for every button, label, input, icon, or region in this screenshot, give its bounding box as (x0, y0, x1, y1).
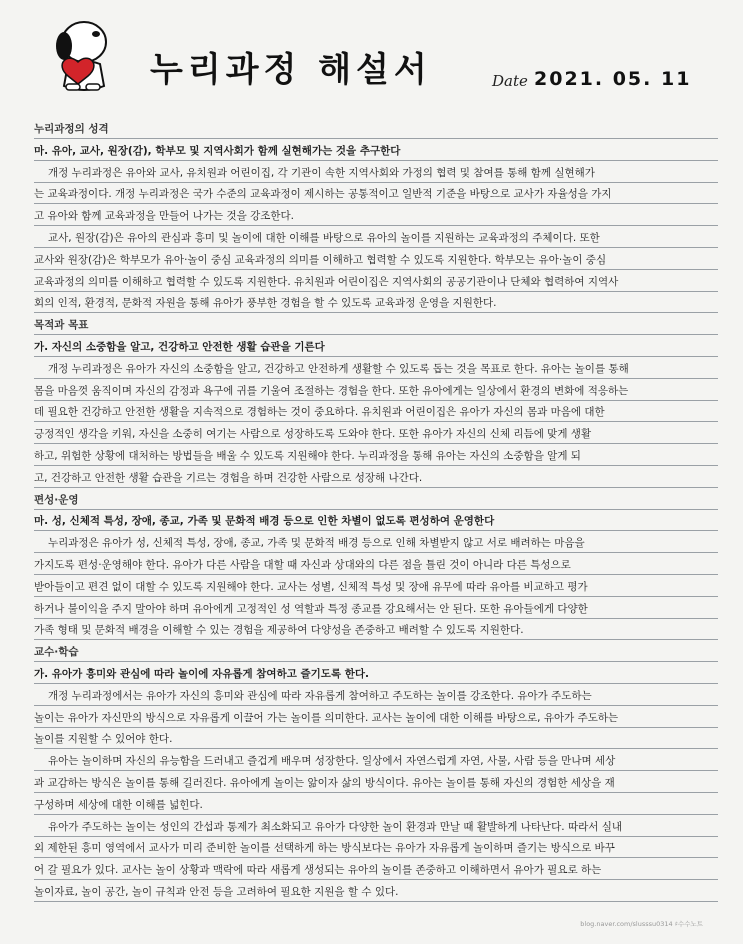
snoopy-heart-icon (48, 12, 120, 94)
note-line (34, 857, 718, 880)
section-heading (34, 312, 718, 335)
note-line-text: 목적과 목표 (34, 319, 89, 332)
note-line (34, 705, 718, 728)
note-line (34, 203, 718, 226)
note-line-text: 받아들이고 편견 없이 대할 수 있도록 지원해야 한다. 교사는 성별, 신체적 특성 및 장애 유무에 따라 유아를 비교하고 평가 (34, 580, 588, 593)
note-line-text: 가족 형태 및 문화적 배경을 이해할 수 있는 경험을 제공하여 다양성을 존중하고 배려할 수 있도록 지원한다. (34, 624, 524, 637)
ruled-lines (34, 116, 718, 922)
note-line-text: 교사와 원장(감)은 학부모가 유아·놀이 중심 교육과정의 의미를 이해하고 협력할 수 있도록 지원한다. 학부모는 유아·놀이 중심 (34, 253, 607, 266)
section-heading (34, 639, 718, 662)
note-line (34, 596, 718, 619)
note-line (34, 225, 718, 248)
note-line-text: 누리과정의 성격 (34, 123, 109, 135)
note-line-text: 누리과정은 유아가 성, 신체적 특성, 장애, 종교, 가족 및 문화적 배경 등으로 인해 차별받지 않고 서로 배려하는 마음을 (48, 537, 585, 550)
note-line-text: 긍정적인 생각을 키워, 자신을 소중히 여기는 사람으로 성장하도록 도와야 한다. 또한 유아가 자신의 신체 리듬에 맞게 생활 (34, 428, 592, 441)
note-line-text: 놀이를 지원할 수 있어야 한다. (34, 733, 173, 746)
subsection-heading (34, 508, 718, 531)
note-line (34, 378, 718, 401)
note-line-text: 유아는 놀이하며 자신의 유능함을 드러내고 즐겁게 배우며 성장한다. 일상에서 자연스럽게 자연, 사물, 사람 등을 만나며 세상 (48, 755, 616, 768)
note-line-text: 구성하며 세상에 대한 이해를 넓힌다. (34, 798, 203, 811)
note-line (34, 879, 718, 902)
page-title: 누리과정 해설서 (150, 50, 432, 90)
note-line-text: 교수·학습 (34, 646, 79, 659)
note-line-text: 놀이는 유아가 자신만의 방식으로 자유롭게 이끌어 가는 놀이를 의미한다. 교사는 놀이에 대한 이해를 바탕으로, 유아가 주도하는 (34, 711, 619, 724)
note-line-text: 유아가 주도하는 놀이는 성인의 간섭과 통제가 최소화되고 유아가 다양한 놀이 환경과 만날 때 활발하게 나타난다. 따라서 실내 (48, 820, 623, 833)
note-line-text: 고, 건강하고 안전한 생활 습관을 기르는 경험을 하며 건강한 사람으로 성장해 나간다. (34, 471, 423, 484)
note-line (34, 530, 718, 553)
note-line-text: 개정 누리과정은 유아가 자신의 소중함을 알고, 건강하고 안전하게 생활할 수 있도록 돕는 것을 목표로 한다. 유아는 놀이를 통해 (48, 362, 629, 375)
subsection-heading (34, 138, 718, 161)
note-line-text: 마. 성, 신체적 특성, 장애, 종교, 가족 및 문화적 배경 등으로 인한 차별이 없도록 편성하여 운영한다 (34, 515, 495, 528)
section-heading (34, 487, 718, 510)
note-line (34, 574, 718, 597)
note-line-text: 하거나 불이익을 주지 말아야 하며 유아에게 고정적인 성 역할과 특정 종교를 강요해서는 안 된다. 또한 유아들에게 다양한 (34, 602, 588, 615)
note-line (34, 552, 718, 575)
note-line-text: 가지도록 편성·운영해야 한다. 유아가 다른 사람을 대할 때 자신과 상대와의 다른 점을 틀린 것이 아니라 다른 특성으로 (34, 559, 571, 571)
note-line (34, 726, 718, 749)
note-line (34, 792, 718, 815)
subsection-heading (34, 661, 718, 684)
note-line (34, 465, 718, 488)
note-line (34, 683, 718, 706)
note-line-text: 과 교감하는 방식은 놀이를 통해 길러진다. 유아에게 놀이는 앎이자 삶의 방식이다. 유아는 놀이를 통해 자신의 경험한 세상을 재 (34, 777, 615, 789)
note-line (34, 399, 718, 422)
date-value: 2021. 05. 11 (534, 68, 692, 90)
watermark: blog.naver.com/slusssu0314 ♯수수노트 (580, 920, 703, 928)
note-line (34, 290, 718, 313)
note-line (34, 269, 718, 292)
note-line (34, 443, 718, 466)
note-line (34, 356, 718, 379)
note-line-text: 놀이자료, 놀이 공간, 놀이 규칙과 안전 등을 고려하여 필요한 지원을 할 수 있다. (34, 886, 399, 898)
note-line-text: 는 교육과정이다. 개정 누리과정은 국가 수준의 교육과정이 제시하는 공통적이고 일반적 기준을 바탕으로 교사가 자율성을 가지 (34, 188, 612, 201)
note-line (34, 421, 718, 444)
note-line (34, 181, 718, 204)
note-line-text: 교사, 원장(감)은 유아의 관심과 흥미 및 놀이에 대한 이해를 바탕으로 유아의 놀이를 지원하는 교육과정의 주체이다. 또한 (48, 232, 600, 244)
section-heading (34, 116, 718, 139)
note-line (34, 770, 718, 793)
note-line-text: 고 유아와 함께 교육과정을 만들어 나가는 것을 강조한다. (34, 210, 294, 223)
page-header (0, 0, 743, 112)
note-line-text: 몸을 마음껏 움직이며 자신의 감정과 욕구에 귀를 기울여 조절하는 경험을 한다. 또한 유아에게는 일상에서 환경의 변화에 적응하는 (34, 384, 629, 397)
note-line-text: 마. 유아, 교사, 원장(감), 학부모 및 지역사회가 함께 실현해가는 것을 추구한다 (34, 144, 401, 157)
note-line-text: 개정 누리과정에서는 유아가 자신의 흥미와 관심에 따라 자유롭게 참여하고 주도하는 놀이를 강조한다. 유아가 주도하는 (48, 689, 592, 702)
note-line (34, 748, 718, 771)
note-line-text: 편성·운영 (34, 493, 79, 506)
note-line-text: 하고, 위험한 상황에 대처하는 방법들을 배울 수 있도록 지원해야 한다. 누리과정을 통해 유아는 자신의 소중함을 알게 되 (34, 450, 581, 462)
note-line-text: 개정 누리과정은 유아와 교사, 유치원과 어린이집, 각 기관이 속한 지역사회와 가정의 협력 및 참여를 통해 함께 실현해가 (48, 166, 595, 179)
note-line-text: 가. 자신의 소중함을 알고, 건강하고 안전한 생활 습관을 기른다 (34, 341, 325, 353)
note-line-text: 외 제한된 흥미 영역에서 교사가 미리 준비한 놀이를 선택하게 하는 방식보다는 유아가 자유롭게 놀이하며 즐기는 방식으로 바꾸 (34, 842, 615, 855)
note-line-text: 교육과정의 의미를 이해하고 협력할 수 있도록 지원한다. 유치원과 어린이집은 지역사회의 공공기관이나 단체와 협력하여 지역사 (34, 275, 619, 288)
note-line (34, 835, 718, 858)
date-label: Date (492, 72, 528, 90)
note-line (34, 247, 718, 270)
subsection-heading (34, 334, 718, 357)
note-line-text: 어 갈 필요가 있다. 교사는 놀이 상황과 맥락에 따라 새롭게 생성되는 유아의 놀이를 존중하고 이해하면서 유아가 필요로 하는 (34, 864, 602, 877)
note-line-text: 가. 유아가 흥미와 관심에 따라 놀이에 자유롭게 참여하고 즐기도록 한다. (34, 668, 370, 680)
note-line-text: 회의 인적, 환경적, 문화적 자원을 통해 유아가 풍부한 경험을 할 수 있도록 교육과정 운영을 지원한다. (34, 297, 497, 310)
note-line (34, 814, 718, 837)
note-line-text: 데 필요한 건강하고 안전한 생활을 지속적으로 경험하는 것이 중요하다. 유치원과 어린이집은 유아가 자신의 몸과 마음에 대한 (34, 406, 605, 419)
note-line (34, 160, 718, 183)
note-line (34, 617, 718, 640)
